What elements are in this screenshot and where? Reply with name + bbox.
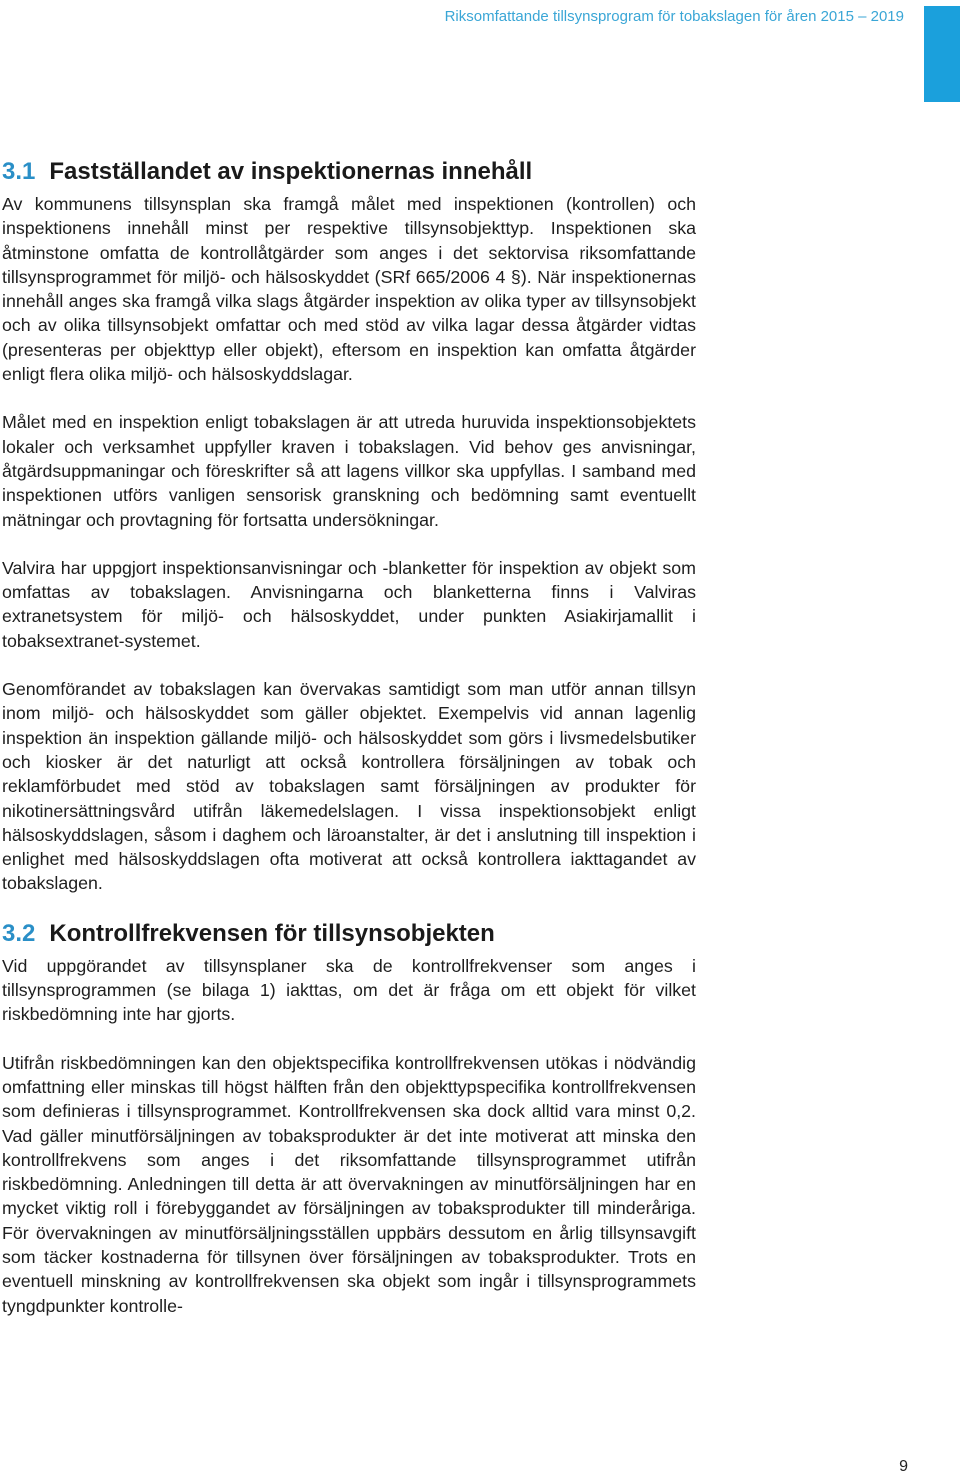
paragraph: Målet med en inspektion enligt tobakslagen är att utreda huruvida inspektionsobjektets lokaler och verksamhet uppfyller kraven i tobakslagen. Vid behov ges anvisningar, åtgärdsuppmaningar och föreskrifter så att lagens villkor ska uppfyllas. I samband med inspektionen utförs vanligen sensorisk granskning och bedömning samt eventuellt mätningar och provtagning för fortsatta undersökningar.	[2, 412, 696, 530]
paragraph: Vid uppgörandet av tillsynsplaner ska de kontrollfrekvenser som anges i tillsynsprogrammen (se bilaga 1) iakttas, om det är fråga om ett objekt för vilket riskbedömning inte har gjorts.	[2, 955, 696, 1025]
section-number: 3.2	[2, 919, 36, 947]
paragraph: Genomförandet av tobakslagen kan övervakas samtidigt som man utför annan tillsyn inom miljö- och hälsoskyddet som gäller objektet. Exempelvis vid annan lagenlig inspektion än inspektion gällande miljö- och hälsoskyddet som görs i livsmedelsbutiker och kiosker är det naturligt att också kontrollera försäljningen av tobak och reklamförbudet med stöd av tobakslagen samt försäljningen av produkter för nikotinersättningsvård utifrån läkemedelslagen. I vissa inspektionsobjekt enligt hälsoskyddslagen, såsom i daghem och läroanstalter, är det i anslutning till inspektion i enlighet med hälsoskyddslagen ofta motiverat att också kontrollera iakttagandet av tobakslagen.	[2, 679, 696, 894]
paragraph: Utifrån riskbedömningen kan den objektspecifika kontrollfrekvensen utökas i nödvändig omfattning eller minskas till högst hälften från den objekttypspecifika kontrollfrekvensen som definieras i tillsynsprogrammet. Kontrollfrekvensen ska dock alltid vara minst 0,2. Vad gäller minutförsäljningen av tobaksprodukter är det inte motiverat att minska den kontrollfrekvens som anges i det riksomfattande tillsynsprogrammet utifrån riskbedömning. Anledningen till detta är att övervakningen av minutförsäljningen har en mycket viktig roll i förebyggandet av försäljningen av tobaksprodukter till minderåriga. För övervakningen av minutförsäljningsställen uppbärs dessutom en årlig tillsynsavgift som täcker kostnaderna för tillsynen över försäljningen av tobaksprodukter. Trots en eventuell minskning av kontrollfrekvensen ska objekt som ingår i tillsynsprogrammets tyngdpunkter kontrolle-	[2, 1052, 696, 1316]
section-number: 3.1	[2, 158, 36, 185]
running-header: Riksomfattande tillsynsprogram för tobakslagen för åren 2015 – 2019	[444, 8, 904, 25]
paragraph: Valvira har uppgjort inspektionsanvisningar och -blanketter för inspektion av objekt som omfattas av tobakslagen. Anvisningarna och blanketterna finns i Valviras extranetsystem för miljö- och hälsoskyddet, under punkten Asiakirjamallit i tobaksextranet-systemet.	[2, 557, 696, 651]
section-heading	[2, 914, 696, 954]
section-title: Fastställandet av inspektionernas innehåll	[49, 158, 533, 185]
section-title: Kontrollfrekvensen för tillsynsobjekten	[49, 919, 495, 947]
section-heading	[2, 152, 696, 192]
page-number: 9	[899, 1458, 908, 1475]
paragraph: Av kommunens tillsynsplan ska framgå målet med inspektionen (kontrollen) och inspektionens innehåll minst per respektive tillsynsobjekttyp. Inspektionen ska åtminstone omfatta de kontrollåtgärder som anges i det sektorvisa riksomfattande tillsynsprogrammet för miljö- och hälsoskyddet (SRf 665/2006 4 §). När inspektionernas innehåll anges ska framgå vilka slags åtgärder inspektion av olika typer av tillsynsobjekt och av olika tillsynsobjekt omfattar och med stöd av vilka lagar dessa åtgärder vidtas (presenteras per objekttyp eller objekt), eftersom en inspektion kan omfatta åtgärder enligt flera olika miljö- och hälsoskyddslagar.	[2, 194, 696, 385]
document-body	[2, 152, 696, 1318]
accent-bar	[924, 6, 960, 102]
section-3-1	[2, 152, 696, 896]
section-3-2	[2, 914, 696, 1318]
